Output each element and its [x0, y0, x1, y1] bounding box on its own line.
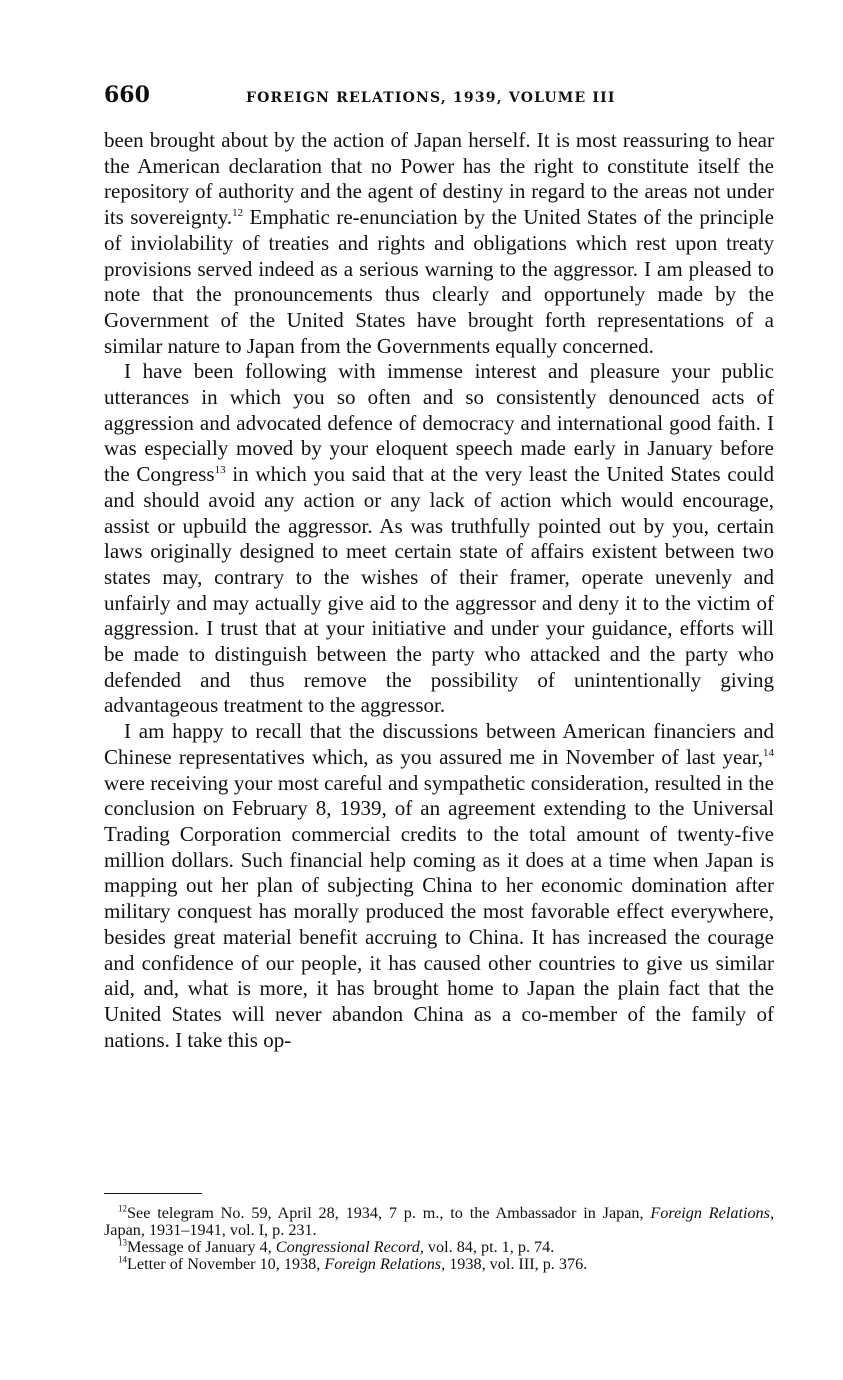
footnote-title: Foreign Relations, — [324, 1255, 446, 1273]
paragraph-2 — [104, 359, 774, 719]
page-number: 660 — [104, 82, 150, 108]
footnote-title: Foreign Relations, — [650, 1204, 774, 1222]
footnote-ref-12[interactable]: 12 — [232, 207, 244, 220]
footnotes — [104, 1205, 774, 1273]
footnote-divider — [104, 1193, 202, 1194]
footnote-text: See telegram No. 59, April 28, 1934, 7 p. m., to the Ambassador in Japan, — [127, 1204, 651, 1222]
page-header — [104, 82, 774, 112]
paragraph-2-text-b: in which you said that at the very least the United States could and should avoid any action or any lack of action which would encourage, assist or upbuild the aggressor. As was truthfully pointed out by you, certain laws originally designed to meet certain state of affairs existent between two states may, contrary to the wishes of their framer, operate unevenly and unfairly and may actually give aid to the aggressor and deny it to the victim of aggression. I trust that at your initiative and under your guidance, efforts will be made to distinguish between the party who attacked and the party who defended and thus remove the possibility of unintentionally giving advantageous treatment to the aggressor. — [104, 462, 774, 718]
footnote-text: Letter of November 10, 1938, — [127, 1255, 325, 1273]
footnote-mark: 12 — [118, 1203, 127, 1214]
footnote-title: Congressional Record, — [275, 1238, 424, 1256]
footnote-text: Message of January 4, — [127, 1238, 276, 1256]
paragraph-1-text-a: been brought about by the action of Japan herself. It is most reassuring to hear the American declaration that no Power has the right to constitute itself the repository of authority and the agent of destiny in regard to the areas not under its sovereignty. — [104, 128, 774, 230]
paragraph-3 — [104, 719, 774, 1053]
paragraph-3-text-a: I am happy to recall that the discussions between American financiers and Chinese representatives which, as you assured me in November of last year, — [104, 719, 774, 769]
paragraph-1 — [104, 128, 774, 359]
footnote-text: vol. 84, pt. 1, p. 74. — [423, 1238, 555, 1256]
footnote-ref-14[interactable]: 14 — [763, 746, 774, 759]
footnote-mark: 13 — [118, 1237, 127, 1248]
footnote-text: Japan, 1931–1941, vol. I, p. 231. — [104, 1221, 317, 1239]
footnote-13 — [104, 1239, 774, 1256]
footnote-mark: 14 — [118, 1254, 127, 1265]
paragraph-2-text-a: I have been following with immense interest and pleasure your public utterances in which you so often and so consistently denounced acts of aggression and advocated defence of democracy and international good faith. I was especially moved by your eloquent speech made early in January before the Congress — [104, 359, 774, 487]
running-head: FOREIGN RELATIONS, 1939, VOLUME III — [246, 90, 616, 106]
footnote-12 — [104, 1205, 774, 1239]
paragraph-3-text-b: were receiving your most careful and sympathetic consideration, resulted in the conclusion on February 8, 1939, of an agreement extending to the Universal Trading Corporation commercial credits to the total amount of twenty-five million dollars. Such financial help coming as it does at a time when Japan is mapping out her plan of subjecting China to her economic domination after military conquest has morally produced the most favorable effect everywhere, besides great material benefit accruing to China. It has increased the courage and confidence of our people, it has caused other countries to give us similar aid, and, what is more, it has brought home to Japan the plain fact that the United States will never abandon China as a co-member of the family of nations. I take this op- — [104, 770, 774, 1052]
paragraph-1-text-b: Emphatic re-enunciation by the United States of the principle of inviolability of treaties and rights and obligations which rest upon treaty provisions served indeed as a serious warning to the aggressor. I am pleased to note that the pronouncements thus clearly and opportunely made by the Government of the United States have brought forth representations of a similar nature to Japan from the Governments equally concerned. — [104, 205, 774, 358]
footnote-text: 1938, vol. III, p. 376. — [445, 1255, 588, 1273]
footnote-ref-13[interactable]: 13 — [214, 464, 226, 477]
body-text — [104, 128, 774, 1053]
footnote-14 — [104, 1256, 774, 1273]
